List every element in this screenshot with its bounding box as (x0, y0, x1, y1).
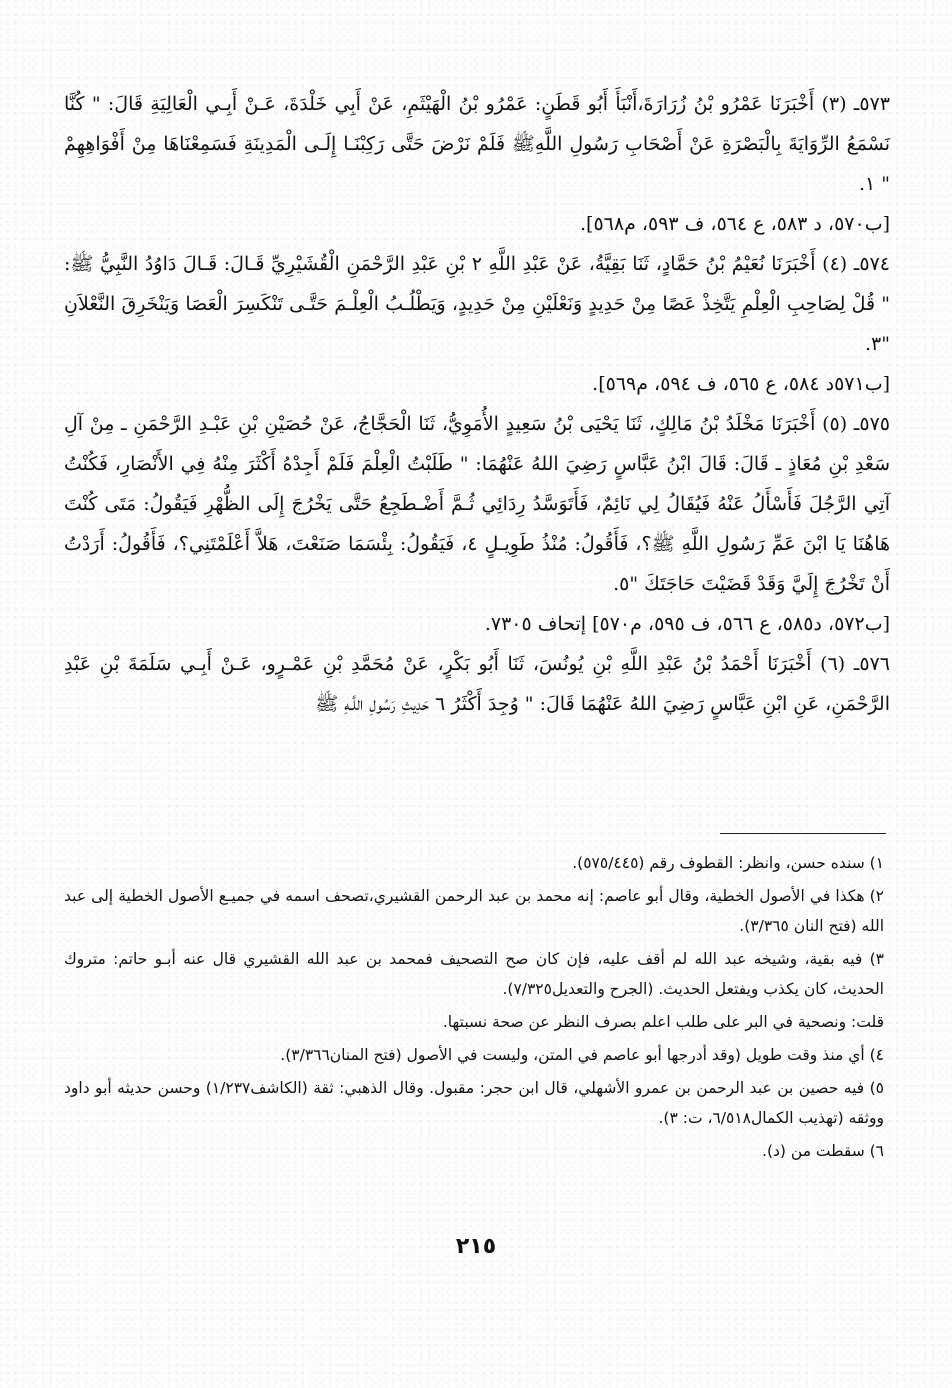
footnote-1: ١) سنده حسن، وانظر: القطوف رقم (٥٧٥/٤٤٥). (572, 854, 884, 872)
hadith-574-reference: [ب٥٧١د ٥٨٤، ع ٥٦٥، ف ٥٩٤، م٥٦٩]. (592, 373, 890, 395)
hadith-574: ٥٧٤ـ (٤) أَخْبَرَنَا نُعَيْمُ بْنُ حَمَّادٍ، ثَنَا بَقِيَّةُ، عَنْ عَبْدِ اللَّهِ ٢ بْنِ عَبْدِ الرَّحْمَنِ الْقُشَيْرِيِّ قَـالَ: قَـالَ دَاوُدُ النَّبِيُّ ﷺ: " قُلْ لِصَاحِبِ الْعِلْمِ يَتَّخِذْ عَصًا مِنْ حَدِيدٍ وَنَعْلَيْنِ مِنْ حَدِيدٍ، وَيَطْلُـبُ الْعِلْـمَ حَتَّـى تَنْكَسِرَ الْعَصَا وَيَنْخَرِقَ النَّعْلاَنِ "٣. (64, 253, 890, 355)
hadith-576: ٥٧٦ـ (٦) أَخْبَرَنَا أَحْمَدُ بْنُ عَبْدِ اللَّهِ بْنِ يُونُسَ، ثَنَا أَبُو بَكْرٍ، عَنْ مُحَمَّدِ بْنِ عَمْـرٍو، عَـنْ أَبِـي سَلَمَةَ بْنِ عَبْدِ الرَّحْمَنِ، عَنِ ابْنِ عَبَّاسٍ رَضِيَ اللهُ عَنْهُمَا قَالَ: " وُجِدَ أَكْثَرُ ٦ حَدِيثِ رَسُولِ اللَّـهِ ﷺ (64, 653, 890, 715)
footnotes (64, 848, 884, 1169)
footnote-4: ٤) أي منذ وقت طويل (وقد أدرجها أبو عاصم في المتن، وليست في الأصول (فتح المنان٣/٣٦٦). (280, 1046, 884, 1064)
footnote-3-comment: قلت: ونصحية في البر على طلب اعلم بصرف النظر عن صحة نسبتها. (442, 1013, 884, 1031)
footnote-divider (720, 833, 886, 834)
hadith-575: ٥٧٥ـ (٥) أَخْبَرَنَا مَخْلَدُ بْنُ مَالِكٍ، ثَنَا يَحْيَى بْنُ سَعِيدٍ الأُمَوِيُّ، ثَنَا الْحَجَّاجُ، عَنْ حُصَيْنِ بْنِ عَبْـدِ الرَّحْمَنِ ـ مِنْ آلِ سَعْدِ بْنِ مُعَاذٍ ـ قَالَ: قَالَ ابْنُ عَبَّاسٍ رَضِيَ اللهُ عَنْهُمَا: " طَلَبْتُ الْعِلْمَ فَلَمْ أَجِدْهُ أَكْثَرَ مِنْهُ فِي الأَنْصَارِ، فَكُنْتُ آتِي الرَّجُلَ فَأَسْأَلُ عَنْهُ فَيُقَالُ لِي نَائِمٌ، فَأَتَوَسَّدُ رِدَائِي ثُـمَّ أَضْـطَجِعُ حَتَّى يَخْرُجَ إِلَى الظُّهْرِ فَيَقُولُ: مَتَى كُنْتَ هَاهُنَا يَا ابْنَ عَمِّ رَسُولِ اللَّهِ ﷺ؟، فَأَقُولُ: مُنْذُ طَوِيـلٍ ٤، فَيَقُولُ: بِئْسَمَا صَنَعْتَ، هَلاَّ أَعْلَمْتَنِي؟، فَأَقُولُ: أَرَدْتُ أَنْ تَخْرُجَ إِلَيَّ وَقَدْ قَضَيْتَ حَاجَتَكَ "٥. (64, 413, 891, 595)
hadith-573: ٥٧٣ـ (٣) أَخْبَرَنَا عَمْرُو بْنُ زُرَارَةَ،أَنْبَأَ أَبُو قَطَنٍ: عَمْرُو بْنُ الْهَيْثَمِ، عَنْ أَبِي خَلْدَةَ، عَـنْ أَبِـي الْعَالِيَةِ قَالَ: " كُنَّا نَسْمَعُ الرِّوَايَةَ بِالْبَصْرَةِ عَنْ أَصْحَابِ رَسُولِ اللَّهِﷺ فَلَمْ نَرْضَ حَتَّى رَكِبْنَـا إِلَـى الْمَدِينَةِ فَسَمِعْنَاهَا مِنْ أَفْوَاهِهِمْ " ١. (64, 93, 891, 195)
footnote-5: ٥) فيه حصين بن عبد الرحمن بن عمرو الأشهلي، قال ابن حجر: مقبول. وقال الذهبي: ثقة (الكاشف١/٢٣٧) وحسن حديثه أبو داود ووثقه (تهذيب الكمال٦/٥١٨، ت: ٣). (64, 1079, 884, 1127)
footnote-6: ٦) سقطت من (د). (762, 1142, 884, 1160)
main-text (64, 84, 890, 724)
footnote-3: ٣) فيه بقية، وشيخه عبد الله لم أقف عليه، فإن كان صح التصحيف فمحمد بن عبد الله القشيري قال عنه أبـو حاتم: متروك الحديث، كان يكذب ويفتعل الحديث. (الجرح والتعديل٧/٣٢٥). (64, 950, 884, 998)
hadith-573-reference: [ب٥٧٠، د ٥٨٣، ع ٥٦٤، ف ٥٩٣، م٥٦٨]. (580, 213, 890, 235)
footnote-2: ٢) هكذا في الأصول الخطية، وقال أبو عاصم: إنه محمد بن عبد الرحمن القشيري،تصحف اسمه في جميـع الأصول الخطية إلى عبد الله (فتح النان ٣/٣٦٥). (64, 887, 884, 935)
page-number: ٢١٥ (455, 1234, 497, 1259)
hadith-575-reference: [ب٥٧٢، د٥٨٥، ع ٥٦٦، ف ٥٩٥، م٥٧٠] إتحاف ٧٣٠٥. (484, 613, 890, 635)
